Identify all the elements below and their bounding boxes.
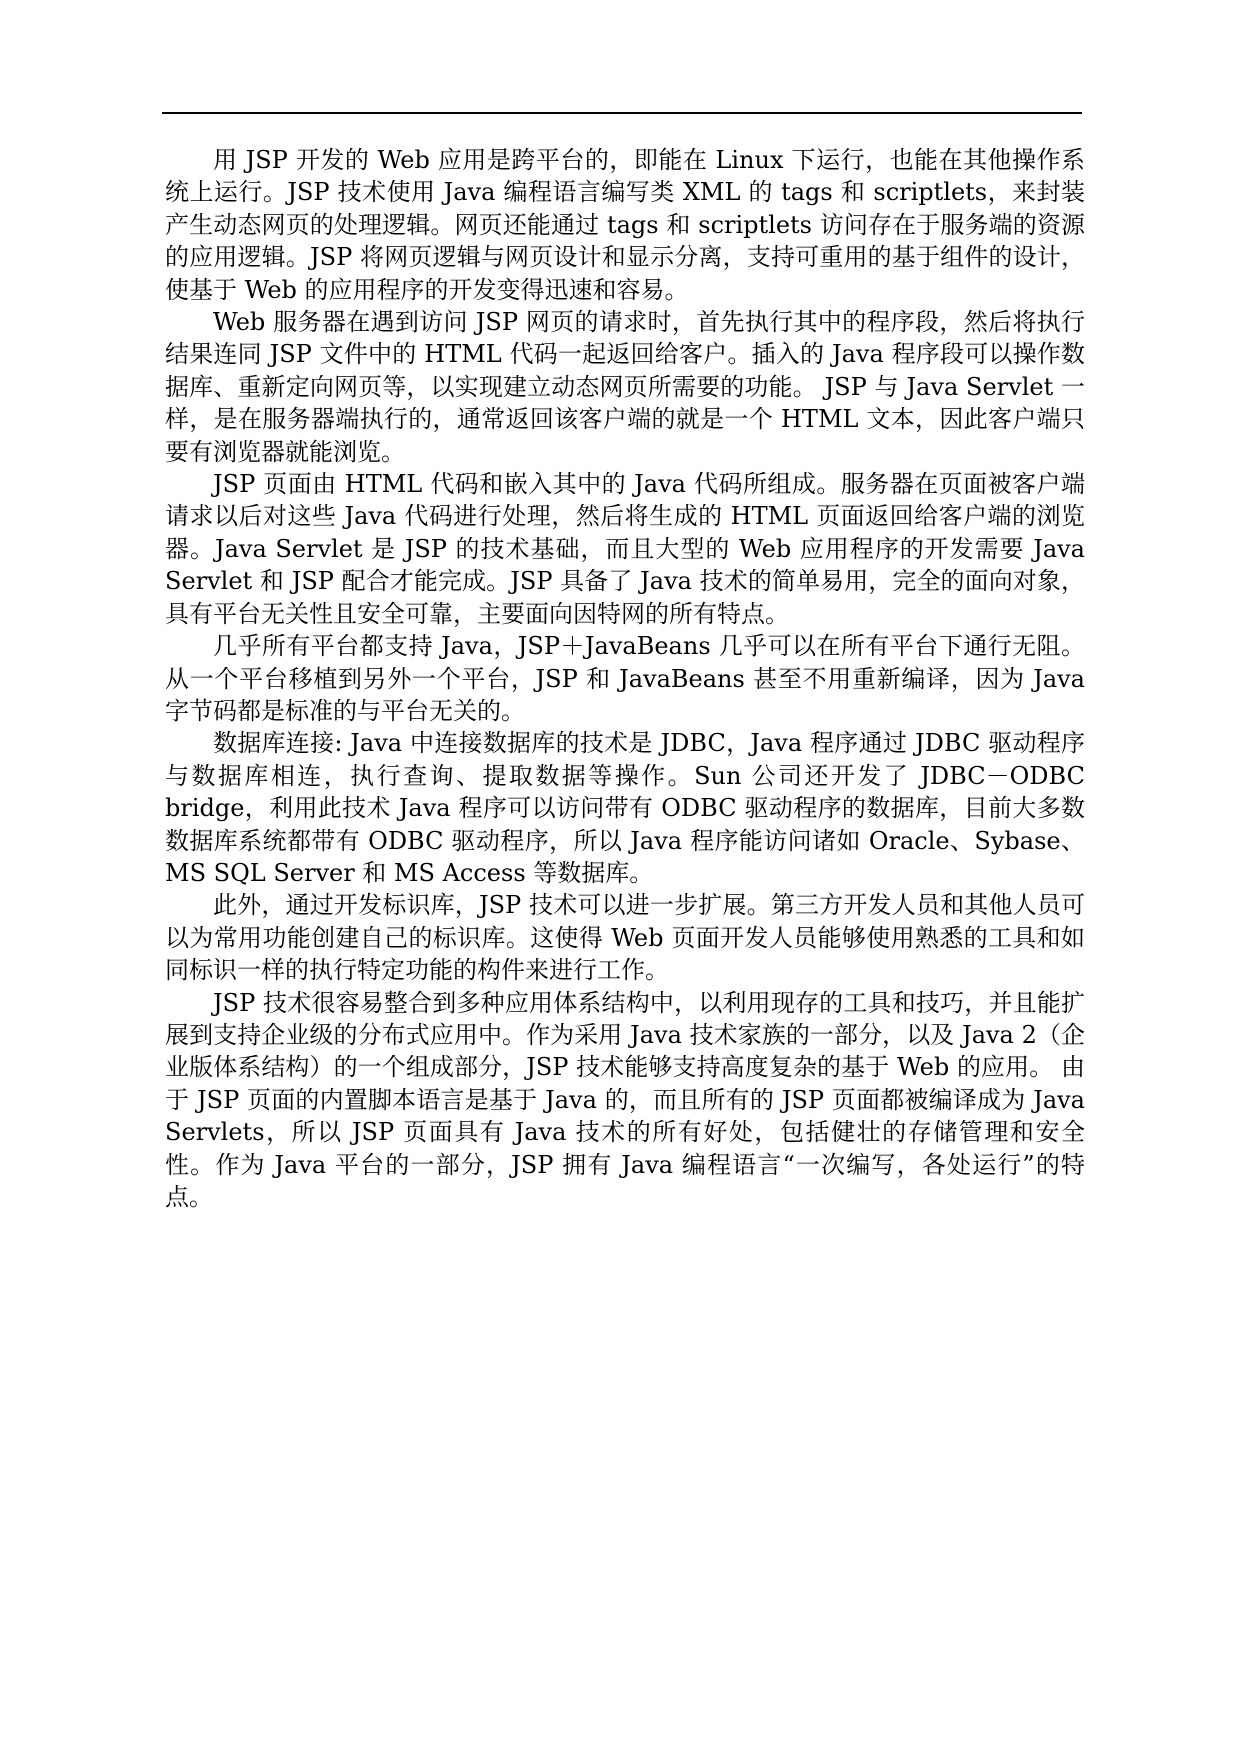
paragraph-tag-libraries: 此外，通过开发标识库，JSP 技术可以进一步扩展。第三方开发人员和其他人员可以为常用功能创建自己的标识库。这使得 Web 页面开发人员能够使用熟悉的工具和如同标识一样的执行特定功能的构件来进行工作。 xyxy=(165,891,1085,985)
paragraph-platform-support: 几乎所有平台都支持 Java，JSP＋JavaBeans 几乎可以在所有平台下通行无阻。从一个平台移植到另外一个平台，JSP 和 JavaBeans 甚至不用重新编译，因为 Java 字节码都是标准的与平台无关的。 xyxy=(165,632,1085,725)
body-text xyxy=(165,144,1085,1213)
paragraph-database-connection: 数据库连接: Java 中连接数据库的技术是 JDBC，Java 程序通过 JDBC 驱动程序与数据库相连，执行查询、提取数据等操作。Sun 公司还开发了 JDBC－ODBC bridge，利用此技术 Java 程序可以访问带有 ODBC 驱动程序的数据库，目前大多数数据库系统都带有 ODBC 驱动程序，所以 Java 程序能访问诸如 Oracle、Sybase、MS SQL Server 和 MS Access 等数据库。 xyxy=(165,729,1085,887)
paragraph-cross-platform: 用 JSP 开发的 Web 应用是跨平台的，即能在 Linux 下运行，也能在其他操作系统上运行。JSP 技术使用 Java 编程语言编写类 XML 的 tags 和 scriptlets，来封装产生动态网页的处理逻辑。网页还能通过 tags 和 scriptlets 访问存在于服务端的资源的应用逻辑。JSP 将网页逻辑与网页设计和显示分离，支持可重用的基于组件的设计，使基于 Web 的应用程序的开发变得迅速和容易。 xyxy=(165,146,1085,304)
header-rule xyxy=(162,112,1082,114)
paragraph-jsp-page-structure: JSP 页面由 HTML 代码和嵌入其中的 Java 代码所组成。服务器在页面被客户端请求以后对这些 Java 代码进行处理，然后将生成的 HTML 页面返回给客户端的浏览器。Java Servlet 是 JSP 的技术基础，而且大型的 Web 应用程序的开发需要 Java Servlet 和 JSP 配合才能完成。JSP 具备了 Java 技术的简单易用，完全的面向对象，具有平台无关性且安全可靠，主要面向因特网的所有特点。 xyxy=(165,470,1085,628)
paragraph-enterprise-integration: JSP 技术很容易整合到多种应用体系结构中，以利用现存的工具和技巧，并且能扩展到支持企业级的分布式应用中。作为采用 Java 技术家族的一部分，以及 Java 2（企业版体系结构）的一个组成部分，JSP 技术能够支持高度复杂的基于 Web 的应用。 由于 JSP 页面的内置脚本语言是基于 Java 的，而且所有的 JSP 页面都被编译成为 Java Servlets，所以 JSP 页面具有 Java 技术的所有好处，包括健壮的存储管理和安全性。作为 Java 平台的一部分，JSP 拥有 Java 编程语言“一次编写，各处运行”的特点。 xyxy=(165,988,1085,1211)
paragraph-server-execution: Web 服务器在遇到访问 JSP 网页的请求时，首先执行其中的程序段，然后将执行结果连同 JSP 文件中的 HTML 代码一起返回给客户。插入的 Java 程序段可以操作数据库、重新定向网页等，以实现建立动态网页所需要的功能。 JSP 与 Java Servlet 一样，是在服务器端执行的，通常返回该客户端的就是一个 HTML 文本，因此客户端只要有浏览器就能浏览。 xyxy=(165,308,1085,466)
